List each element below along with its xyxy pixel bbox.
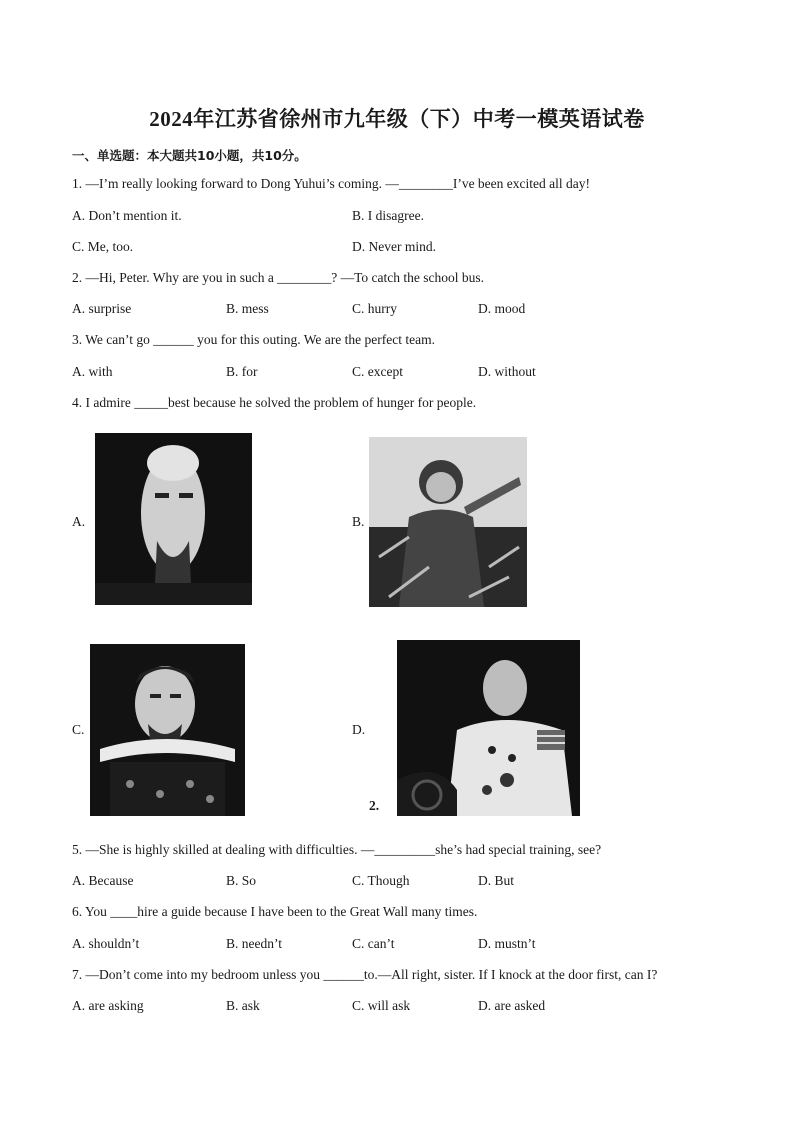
q6-option-d[interactable]: D. mustn’t bbox=[478, 936, 536, 951]
q5-option-d[interactable]: D. But bbox=[478, 873, 515, 888]
portrait-photo-c bbox=[90, 644, 245, 816]
question-3: 3. We can’t go ______ you for this outing. We are the perfect team. bbox=[72, 332, 435, 347]
q6-option-a[interactable]: A. shouldn’t bbox=[72, 936, 140, 951]
q1-option-c[interactable]: C. Me, too. bbox=[72, 239, 134, 254]
q5-option-b[interactable]: B. So bbox=[226, 873, 257, 888]
q2-option-d[interactable]: D. mood bbox=[478, 301, 526, 316]
question-1: 1. —I’m really looking forward to Dong Yuhui’s coming. —________I’ve been excited all day! bbox=[72, 176, 591, 191]
q2-option-b[interactable]: B. mess bbox=[226, 301, 269, 316]
question-4: 4. I admire _____best because he solved the problem of hunger for people. bbox=[72, 395, 477, 410]
farmer-photo-b bbox=[369, 437, 527, 607]
question-6: 6. You ____hire a guide because I have been to the Great Wall many times. bbox=[72, 904, 478, 919]
q2-option-c[interactable]: C. hurry bbox=[352, 301, 397, 316]
question-5: 5. —She is highly skilled at dealing with difficulties. —_________she’s had special training, see? bbox=[72, 842, 602, 857]
q4-option-a-label[interactable]: A. bbox=[72, 514, 86, 529]
portrait-photo-a bbox=[95, 433, 252, 605]
question-7: 7. —Don’t come into my bedroom unless you ______to.—All right, sister. If I knock at the door first, can I? bbox=[72, 967, 658, 982]
q3-option-a[interactable]: A. with bbox=[72, 364, 113, 379]
q2-option-a[interactable]: A. surprise bbox=[72, 301, 132, 316]
section-heading: 一、单选题：本大题共10小题，共10分。 bbox=[72, 148, 307, 163]
q4-photo-b[interactable] bbox=[369, 437, 527, 607]
q1-option-b[interactable]: B. I disagree. bbox=[352, 208, 424, 223]
q7-option-d[interactable]: D. are asked bbox=[478, 998, 546, 1013]
q4-photo-c[interactable] bbox=[90, 644, 245, 816]
q4-photo-a[interactable] bbox=[95, 433, 252, 605]
q7-option-c[interactable]: C. will ask bbox=[352, 998, 411, 1013]
q3-option-d[interactable]: D. without bbox=[478, 364, 536, 379]
q4-option-c-label[interactable]: C. bbox=[72, 722, 85, 737]
q4-option-d-label[interactable]: D. bbox=[352, 722, 366, 737]
q3-option-c[interactable]: C. except bbox=[352, 364, 403, 379]
q7-option-a[interactable]: A. are asking bbox=[72, 998, 144, 1013]
q6-option-c[interactable]: C. can’t bbox=[352, 936, 395, 951]
q3-option-b[interactable]: B. for bbox=[226, 364, 258, 379]
q5-option-a[interactable]: A. Because bbox=[72, 873, 134, 888]
q5-option-c[interactable]: C. Though bbox=[352, 873, 410, 888]
q6-option-b[interactable]: B. needn’t bbox=[226, 936, 282, 951]
q1-option-d[interactable]: D. Never mind. bbox=[352, 239, 436, 254]
corner-scan-mark: 2. bbox=[369, 798, 380, 813]
q4-photo-d[interactable] bbox=[397, 640, 580, 816]
q7-option-b[interactable]: B. ask bbox=[226, 998, 260, 1013]
astronaut-photo-d bbox=[397, 640, 580, 816]
q1-option-a[interactable]: A. Don’t mention it. bbox=[72, 208, 182, 223]
exam-title: 2024年江苏省徐州市九年级（下）中考一模英语试卷 bbox=[149, 107, 645, 131]
question-2: 2. —Hi, Peter. Why are you in such a ________? —To catch the school bus. bbox=[72, 270, 484, 285]
q4-option-b-label[interactable]: B. bbox=[352, 514, 365, 529]
